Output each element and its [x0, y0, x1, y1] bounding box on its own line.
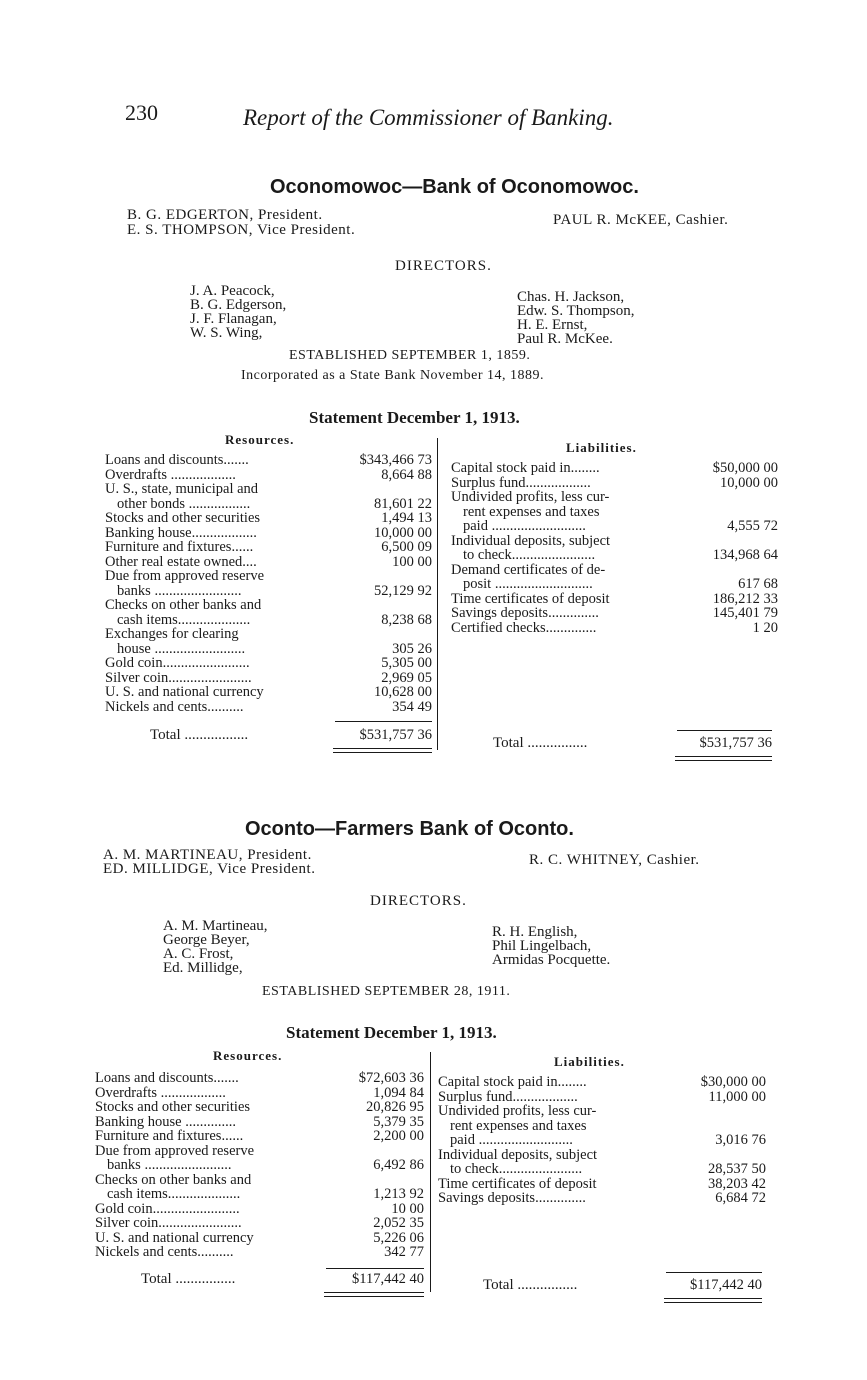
account-amount: $343,466 73	[359, 452, 432, 468]
account-label: Gold coin........................	[95, 1201, 240, 1216]
account-amount: 186,212 33	[712, 590, 778, 607]
account-label: U. S., state, municipal and	[105, 482, 259, 497]
account-label: to check.......................	[463, 548, 596, 563]
account-amount: 10,000 00	[720, 474, 778, 491]
total-label: Total ................	[493, 736, 588, 751]
resources-heading: Resources.	[213, 1048, 283, 1063]
account-label: Checks on other banks and	[95, 1172, 252, 1187]
director-name: A. C. Frost,	[163, 946, 234, 962]
incorporated-line: Incorporated as a State Bank November 14, 1889.	[241, 368, 545, 383]
officer-president: A. M. MARTINEAU, President.	[103, 847, 312, 863]
account-row	[105, 613, 432, 628]
account-row	[105, 497, 432, 512]
total-amount: $531,757 36	[359, 727, 432, 743]
account-label: Time certificates of deposit	[451, 591, 610, 606]
resources-heading: Resources.	[225, 432, 295, 447]
account-row	[438, 1090, 766, 1105]
total-double-rule	[324, 1292, 424, 1293]
page-number: 230	[125, 100, 158, 125]
total-double-rule	[324, 1296, 424, 1297]
account-row	[95, 1173, 424, 1188]
account-amount: 52,129 92	[374, 582, 432, 599]
account-row	[438, 1177, 766, 1192]
account-label: Surplus fund..................	[438, 1089, 578, 1104]
directors-heading: DIRECTORS.	[395, 258, 492, 274]
total-label: Total ................	[483, 1278, 578, 1293]
account-amount: 1,094 84	[373, 1084, 424, 1101]
account-amount: $72,603 36	[358, 1070, 424, 1086]
account-label: paid ..........................	[463, 519, 586, 534]
account-label: Gold coin........................	[105, 656, 250, 671]
total-double-rule	[675, 760, 772, 761]
account-row	[451, 577, 778, 592]
account-label: Individual deposits, subject	[451, 533, 611, 548]
account-row	[105, 453, 432, 468]
account-label: banks ........................	[107, 1158, 232, 1173]
account-label: to check.......................	[450, 1162, 583, 1177]
account-label: other bonds .................	[117, 496, 251, 511]
established-line: ESTABLISHED SEPTEMBER 1, 1859.	[289, 348, 531, 363]
liabilities-total	[493, 736, 772, 751]
account-amount: 6,492 86	[373, 1157, 424, 1173]
director-name: W. S. Wing,	[190, 325, 263, 341]
running-title: Report of the Commissioner of Banking.	[243, 105, 614, 130]
directors-heading: DIRECTORS.	[370, 893, 467, 909]
total-amount: $117,442 40	[690, 1277, 762, 1293]
director-name: Paul R. McKee.	[517, 331, 613, 347]
account-amount: 1 20	[752, 619, 778, 636]
account-label: Stocks and other securities	[95, 1100, 251, 1115]
account-row	[105, 569, 432, 584]
account-amount: 28,537 50	[708, 1161, 766, 1177]
account-label: U. S. and national currency	[105, 685, 264, 700]
account-label: Due from approved reserve	[105, 569, 265, 584]
account-amount: 305 26	[392, 640, 432, 657]
director-name: J. F. Flanagan,	[190, 311, 277, 327]
officer-president: B. G. EDGERTON, President.	[127, 207, 323, 223]
account-amount: 2,969 05	[381, 669, 432, 686]
account-row	[105, 656, 432, 671]
account-row	[95, 1129, 424, 1144]
account-label: Other real estate owned....	[105, 554, 257, 569]
statement-title: Statement December 1, 1913.	[309, 408, 520, 427]
account-row	[105, 627, 432, 642]
account-row	[95, 1100, 424, 1115]
director-name: Phil Lingelbach,	[492, 938, 592, 954]
account-row	[95, 1071, 424, 1086]
account-amount: 617 68	[738, 576, 778, 592]
account-amount: 10,000 00	[374, 524, 432, 541]
account-row	[105, 700, 432, 715]
statement-title: Statement December 1, 1913.	[286, 1023, 497, 1042]
account-row	[451, 563, 778, 578]
account-row	[105, 555, 432, 570]
account-label: Overdrafts ..................	[105, 467, 236, 482]
officer-vice-president: E. S. THOMPSON, Vice President.	[127, 222, 356, 238]
account-label: Savings deposits..............	[451, 606, 599, 621]
account-row	[451, 505, 778, 520]
column-divider	[437, 438, 438, 750]
account-row	[438, 1075, 766, 1090]
account-amount: 20,826 95	[366, 1099, 424, 1115]
account-row	[438, 1162, 766, 1177]
account-row	[105, 540, 432, 555]
account-row	[95, 1245, 424, 1260]
director-name: Armidas Pocquette.	[492, 952, 611, 968]
account-amount: 10 00	[391, 1200, 424, 1217]
account-amount: 8,238 68	[381, 611, 432, 628]
account-label: Capital stock paid in........	[451, 461, 600, 476]
account-label: Savings deposits..............	[438, 1191, 586, 1206]
account-amount: 6,684 72	[715, 1190, 766, 1206]
total-rule	[666, 1272, 762, 1273]
total-rule	[677, 730, 772, 731]
account-amount: 2,200 00	[373, 1128, 424, 1144]
account-row	[95, 1115, 424, 1130]
director-name: R. H. English,	[492, 924, 578, 940]
account-amount: 4,555 72	[727, 518, 778, 534]
account-label: Stocks and other securities	[105, 511, 261, 526]
column-divider	[430, 1052, 431, 1292]
officer-cashier: R. C. WHITNEY, Cashier.	[529, 852, 700, 868]
account-row	[105, 511, 432, 526]
account-label: Surplus fund..................	[451, 475, 591, 490]
account-amount: $50,000 00	[712, 460, 778, 476]
account-amount: 3,016 76	[715, 1132, 766, 1148]
resources-total	[141, 1272, 424, 1287]
account-row	[95, 1144, 424, 1159]
account-row	[451, 548, 778, 563]
account-amount: 38,203 42	[708, 1175, 766, 1192]
total-double-rule	[664, 1302, 762, 1303]
account-label: Nickels and cents..........	[105, 699, 244, 714]
total-label: Total ................	[141, 1272, 236, 1287]
account-label: Furniture and fixtures......	[95, 1129, 244, 1144]
director-name: A. M. Martineau,	[163, 918, 268, 934]
liabilities-total	[483, 1278, 762, 1293]
liabilities-heading: Liabilities.	[566, 440, 637, 455]
director-name: Ed. Millidge,	[163, 960, 243, 976]
account-label: house .........................	[117, 641, 246, 656]
total-double-rule	[333, 748, 432, 749]
account-amount: 5,379 35	[373, 1113, 424, 1130]
account-label: Nickels and cents..........	[95, 1245, 234, 1260]
account-amount: 1,494 13	[381, 510, 432, 526]
director-name: H. E. Ernst,	[517, 317, 588, 333]
account-label: Demand certificates of de-	[451, 562, 606, 577]
account-row	[438, 1191, 766, 1206]
account-row	[451, 534, 778, 549]
officer-cashier: PAUL R. McKEE, Cashier.	[553, 212, 729, 228]
account-label: Exchanges for clearing	[105, 627, 239, 642]
bank-title: Oconto—Farmers Bank of Oconto.	[245, 818, 574, 840]
account-label: posit ...........................	[463, 577, 593, 592]
account-amount: 11,000 00	[708, 1088, 766, 1105]
total-label: Total .................	[150, 728, 249, 743]
account-label: rent expenses and taxes	[450, 1118, 587, 1133]
account-label: Loans and discounts.......	[95, 1071, 239, 1086]
account-row	[105, 468, 432, 483]
account-label: Due from approved reserve	[95, 1143, 255, 1158]
account-row	[438, 1148, 766, 1163]
account-label: U. S. and national currency	[95, 1230, 254, 1245]
account-amount: 5,305 00	[381, 655, 432, 671]
account-row	[95, 1202, 424, 1217]
officer-vice-president: ED. MILLIDGE, Vice President.	[103, 861, 316, 877]
total-double-rule	[675, 756, 772, 757]
director-name: B. G. Edgerson,	[190, 297, 287, 313]
account-label: Silver coin.......................	[105, 670, 252, 685]
account-row	[95, 1086, 424, 1101]
account-label: rent expenses and taxes	[463, 504, 600, 519]
account-label: cash items....................	[107, 1187, 241, 1202]
account-row	[105, 584, 432, 599]
account-label: Individual deposits, subject	[438, 1147, 598, 1162]
account-row	[105, 482, 432, 497]
total-rule	[326, 1268, 424, 1269]
account-amount: 134,968 64	[712, 547, 778, 563]
account-row	[451, 519, 778, 534]
account-row	[95, 1187, 424, 1202]
total-amount: $531,757 36	[699, 735, 772, 751]
account-label: Banking house..................	[105, 525, 257, 540]
account-row	[95, 1231, 424, 1246]
total-amount: $117,442 40	[352, 1271, 424, 1287]
director-name: Chas. H. Jackson,	[517, 289, 625, 305]
account-row	[438, 1104, 766, 1119]
account-amount: 8,664 88	[381, 466, 432, 483]
account-label: Loans and discounts.......	[105, 453, 249, 468]
account-row	[95, 1216, 424, 1231]
account-amount: 354 49	[392, 698, 432, 715]
account-amount: 342 77	[384, 1244, 424, 1260]
account-row	[105, 598, 432, 613]
account-label: paid ..........................	[450, 1133, 573, 1148]
account-row	[451, 621, 778, 636]
account-amount: 145,401 79	[712, 605, 778, 621]
account-row	[451, 490, 778, 505]
account-label: Overdrafts ..................	[95, 1085, 226, 1100]
account-row	[451, 476, 778, 491]
account-amount: 100 00	[392, 553, 432, 570]
account-label: Capital stock paid in........	[438, 1075, 587, 1090]
account-amount: 81,601 22	[374, 495, 432, 512]
account-label: cash items....................	[117, 612, 251, 627]
account-amount: 5,226 06	[373, 1229, 424, 1246]
account-label: Time certificates of deposit	[438, 1176, 597, 1191]
account-amount: 10,628 00	[374, 684, 432, 700]
account-row	[105, 671, 432, 686]
total-rule	[335, 721, 432, 722]
account-row	[105, 526, 432, 541]
account-amount: $30,000 00	[700, 1074, 766, 1090]
account-label: Silver coin.......................	[95, 1216, 242, 1231]
director-name: Edw. S. Thompson,	[517, 303, 635, 319]
account-label: Undivided profits, less cur-	[438, 1104, 597, 1119]
account-label: Banking house ..............	[95, 1114, 236, 1129]
account-row	[105, 642, 432, 657]
account-row	[451, 606, 778, 621]
account-row	[451, 592, 778, 607]
director-name: J. A. Peacock,	[190, 283, 275, 299]
account-label: Furniture and fixtures......	[105, 540, 254, 555]
liabilities-heading: Liabilities.	[554, 1054, 625, 1069]
account-amount: 1,213 92	[373, 1186, 424, 1202]
resources-total	[150, 728, 432, 743]
account-row	[451, 461, 778, 476]
account-row	[438, 1133, 766, 1148]
established-line: ESTABLISHED SEPTEMBER 28, 1911.	[262, 984, 511, 999]
total-double-rule	[664, 1298, 762, 1299]
account-amount: 2,052 35	[373, 1215, 424, 1231]
account-label: Undivided profits, less cur-	[451, 490, 610, 505]
bank-title: Oconomowoc—Bank of Oconomowoc.	[270, 176, 639, 198]
account-label: banks ........................	[117, 583, 242, 598]
director-name: George Beyer,	[163, 932, 250, 948]
account-row	[438, 1119, 766, 1134]
account-label: Checks on other banks and	[105, 598, 262, 613]
account-row	[95, 1158, 424, 1173]
account-label: Certified checks..............	[451, 620, 597, 635]
total-double-rule	[333, 752, 432, 753]
account-amount: 6,500 09	[381, 539, 432, 555]
account-row	[105, 685, 432, 700]
